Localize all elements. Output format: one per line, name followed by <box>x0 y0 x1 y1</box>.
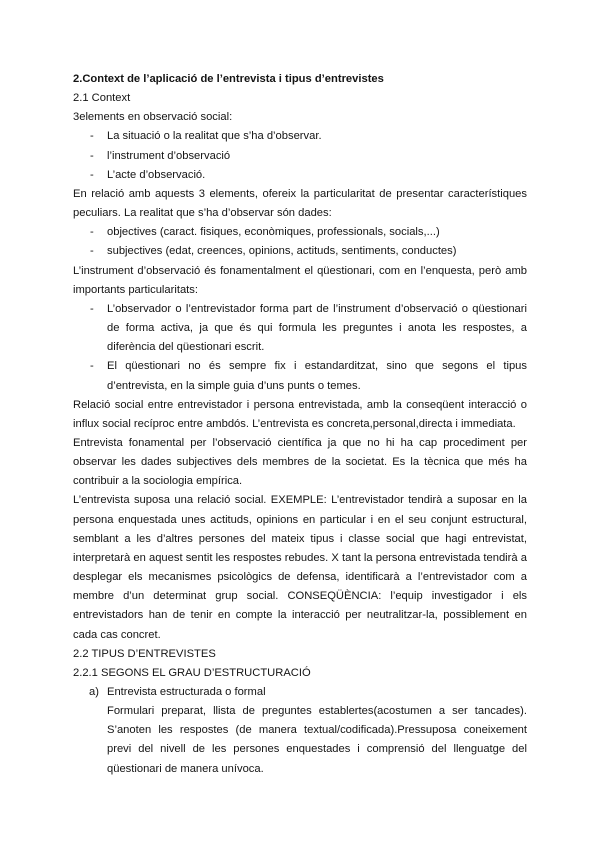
particularity-text: El qüestionari no és sempre fix i estandarditzat, sino que segons el tipus d’entrevista, en la simple guia d’uns punts o temes. <box>107 360 527 392</box>
list-item <box>73 357 527 395</box>
relation-paragraph: En relació amb aquests 3 elements, ofereix la particularitat de presentar característiques peculiars. La realitat que s’ha d’observar són dades: <box>73 187 527 220</box>
subsection-context: 2.1 Context <box>73 92 131 105</box>
bullet-marker: - <box>90 302 94 315</box>
list-item <box>73 147 527 166</box>
subsection-grau: 2.2.1 SEGONS EL GRAU D’ESTRUCTURACIÓ <box>73 666 311 679</box>
subsection-types: 2.2 TIPUS D’ENTREVISTES <box>73 647 216 660</box>
list-item <box>73 166 527 185</box>
fundamental-paragraph: Entrevista fonamental per l’observació científica ja que no hi ha cap procediment per observar les dades subjectives dels membres de la societat. Es la tècnica que més ha contribuir a la sociologia empírica. <box>73 436 527 488</box>
section-title: 2.Context de l’aplicació de l’entrevista i tipus d’entrevistes <box>73 73 384 85</box>
document-page <box>73 70 527 779</box>
bullet-marker: - <box>90 360 94 373</box>
element-text: l’instrument d’observació <box>107 149 231 162</box>
list-item <box>73 300 527 357</box>
instrument-paragraph: L’instrument d’observació és fonamentalment el qüestionari, com en l’enquesta, però amb importants particularitats: <box>73 264 527 296</box>
bullet-marker: - <box>90 226 94 239</box>
item-a-title: Entrevista estructurada o formal <box>107 686 266 698</box>
data-type-text: subjectives (edat, creences, opinions, actituds, sentiments, conductes) <box>107 245 457 258</box>
example-paragraph: L’entrevista suposa una relació social. EXEMPLE: L’entrevistador tendirà a suposar en la persona enquestada unes actituds, opinions en particular i en el seu conjunt estructural, semblant a les d’altres persones del mateix tipus i classe social que hagi entrevistat, interpretarà en aquest sentit les respostes rebudes. X tant la persona entrevistada tendirà a desplegar els mecanismes psicològics de defensa, identificarà a l’entrevistador com a membre d’un determinat grup social. CONSEQÜÈNCIA: l’equip investigador i els entrevistadors han de tenir en compte la interacció per neutralitzar-la, possiblement en cada cas concret. <box>73 494 527 641</box>
list-item <box>73 223 527 242</box>
bullet-marker: - <box>90 168 94 181</box>
relation-social-paragraph: Relació social entre entrevistador i persona entrevistada, amb la conseqüent interacció o influx social recíproc entre ambdós. L’entrevista es concreta,personal,directa i immediata. <box>73 398 527 430</box>
element-text: La situació o la realitat que s’ha d’observar. <box>107 130 322 143</box>
item-a-body: Formulari preparat, llista de preguntes establertes(acostumen a ser tancades). S’anoten les respostes (de manera textual/codificada).Pressuposa coneixement previ del nivell de les persones enquestades i comprensió del llenguatge del qüestionari de manera unívoca. <box>107 705 527 775</box>
elements-intro: 3elements en observació social: <box>73 111 233 124</box>
item-marker: a) <box>89 686 99 698</box>
element-text: L’acte d’observació. <box>107 168 206 181</box>
list-item <box>73 127 527 146</box>
bullet-marker: - <box>90 245 94 258</box>
list-item <box>73 683 527 702</box>
particularity-text: L’observador o l’entrevistador forma part de l’instrument d’observació o qüestionari de forma activa, ja que és qui formula les preguntes i anota les respostes, a diferència del qüestionari escrit. <box>107 302 527 354</box>
list-item <box>73 242 527 261</box>
bullet-marker: - <box>90 130 94 143</box>
bullet-marker: - <box>90 149 94 162</box>
data-type-text: objectives (caract. fisiques, econòmiques, professionals, socials,...) <box>107 226 440 239</box>
